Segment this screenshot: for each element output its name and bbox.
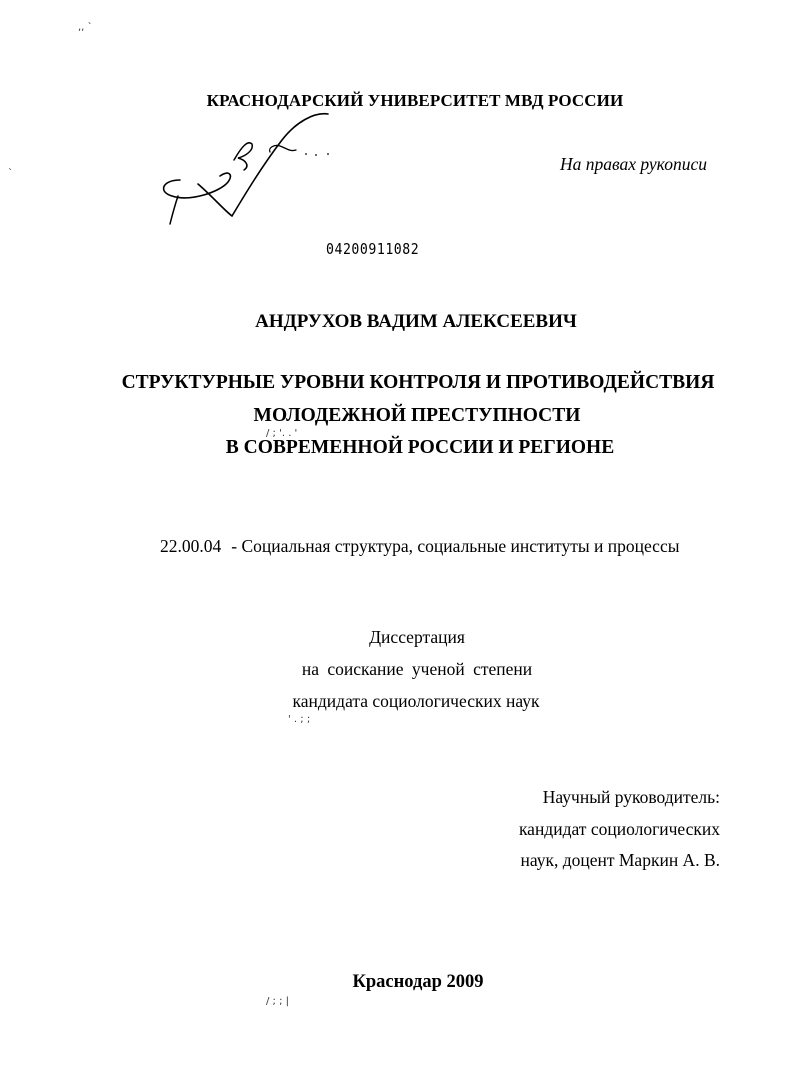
scan-specks-left: ` [8, 168, 13, 179]
scan-specks-title: / ; '. . ' [266, 428, 298, 439]
scan-specks-bottom: / ; ; | [266, 996, 290, 1007]
scan-specks-top: ,, ` [78, 22, 93, 33]
dissertation-type: Диссертация [369, 627, 465, 647]
university-name: КРАСНОДАРСКИЙ УНИВЕРСИТЕТ МВД РОССИИ [206, 91, 624, 110]
author-name: АНДРУХОВ ВАДИМ АЛЕКСЕЕВИЧ [255, 311, 577, 332]
dissertation-purpose: на соискание ученой степени [301, 659, 533, 679]
scan-specks-middle: ' . ; ; [288, 714, 311, 725]
dissertation-degree: кандидата социологических наук [292, 691, 540, 711]
handwritten-signature [150, 100, 350, 230]
rights-notice: На правах рукописи [560, 154, 707, 174]
title-line: МОЛОДЕЖНОЙ ПРЕСТУПНОСТИ [253, 405, 581, 426]
specialty-code: 22.00.04 [160, 536, 222, 556]
city-year: Краснодар 2009 [352, 972, 484, 992]
specialty [160, 536, 679, 557]
title-line: В СОВРЕМЕННОЙ РОССИИ И РЕГИОНЕ [225, 437, 615, 458]
advisor-degree: кандидат социологических [518, 819, 720, 839]
title-line: СТРУКТУРНЫЕ УРОВНИ КОНТРОЛЯ И ПРОТИВОДЕЙСТВИЯ [121, 372, 715, 393]
inventory-number: 04200911082 [326, 240, 420, 258]
advisor-name: наук, доцент Маркин А. В. [520, 850, 720, 870]
advisor-label: Научный руководитель: [542, 787, 720, 807]
specialty-description: - Социальная структура, социальные институты и процессы [231, 536, 680, 556]
